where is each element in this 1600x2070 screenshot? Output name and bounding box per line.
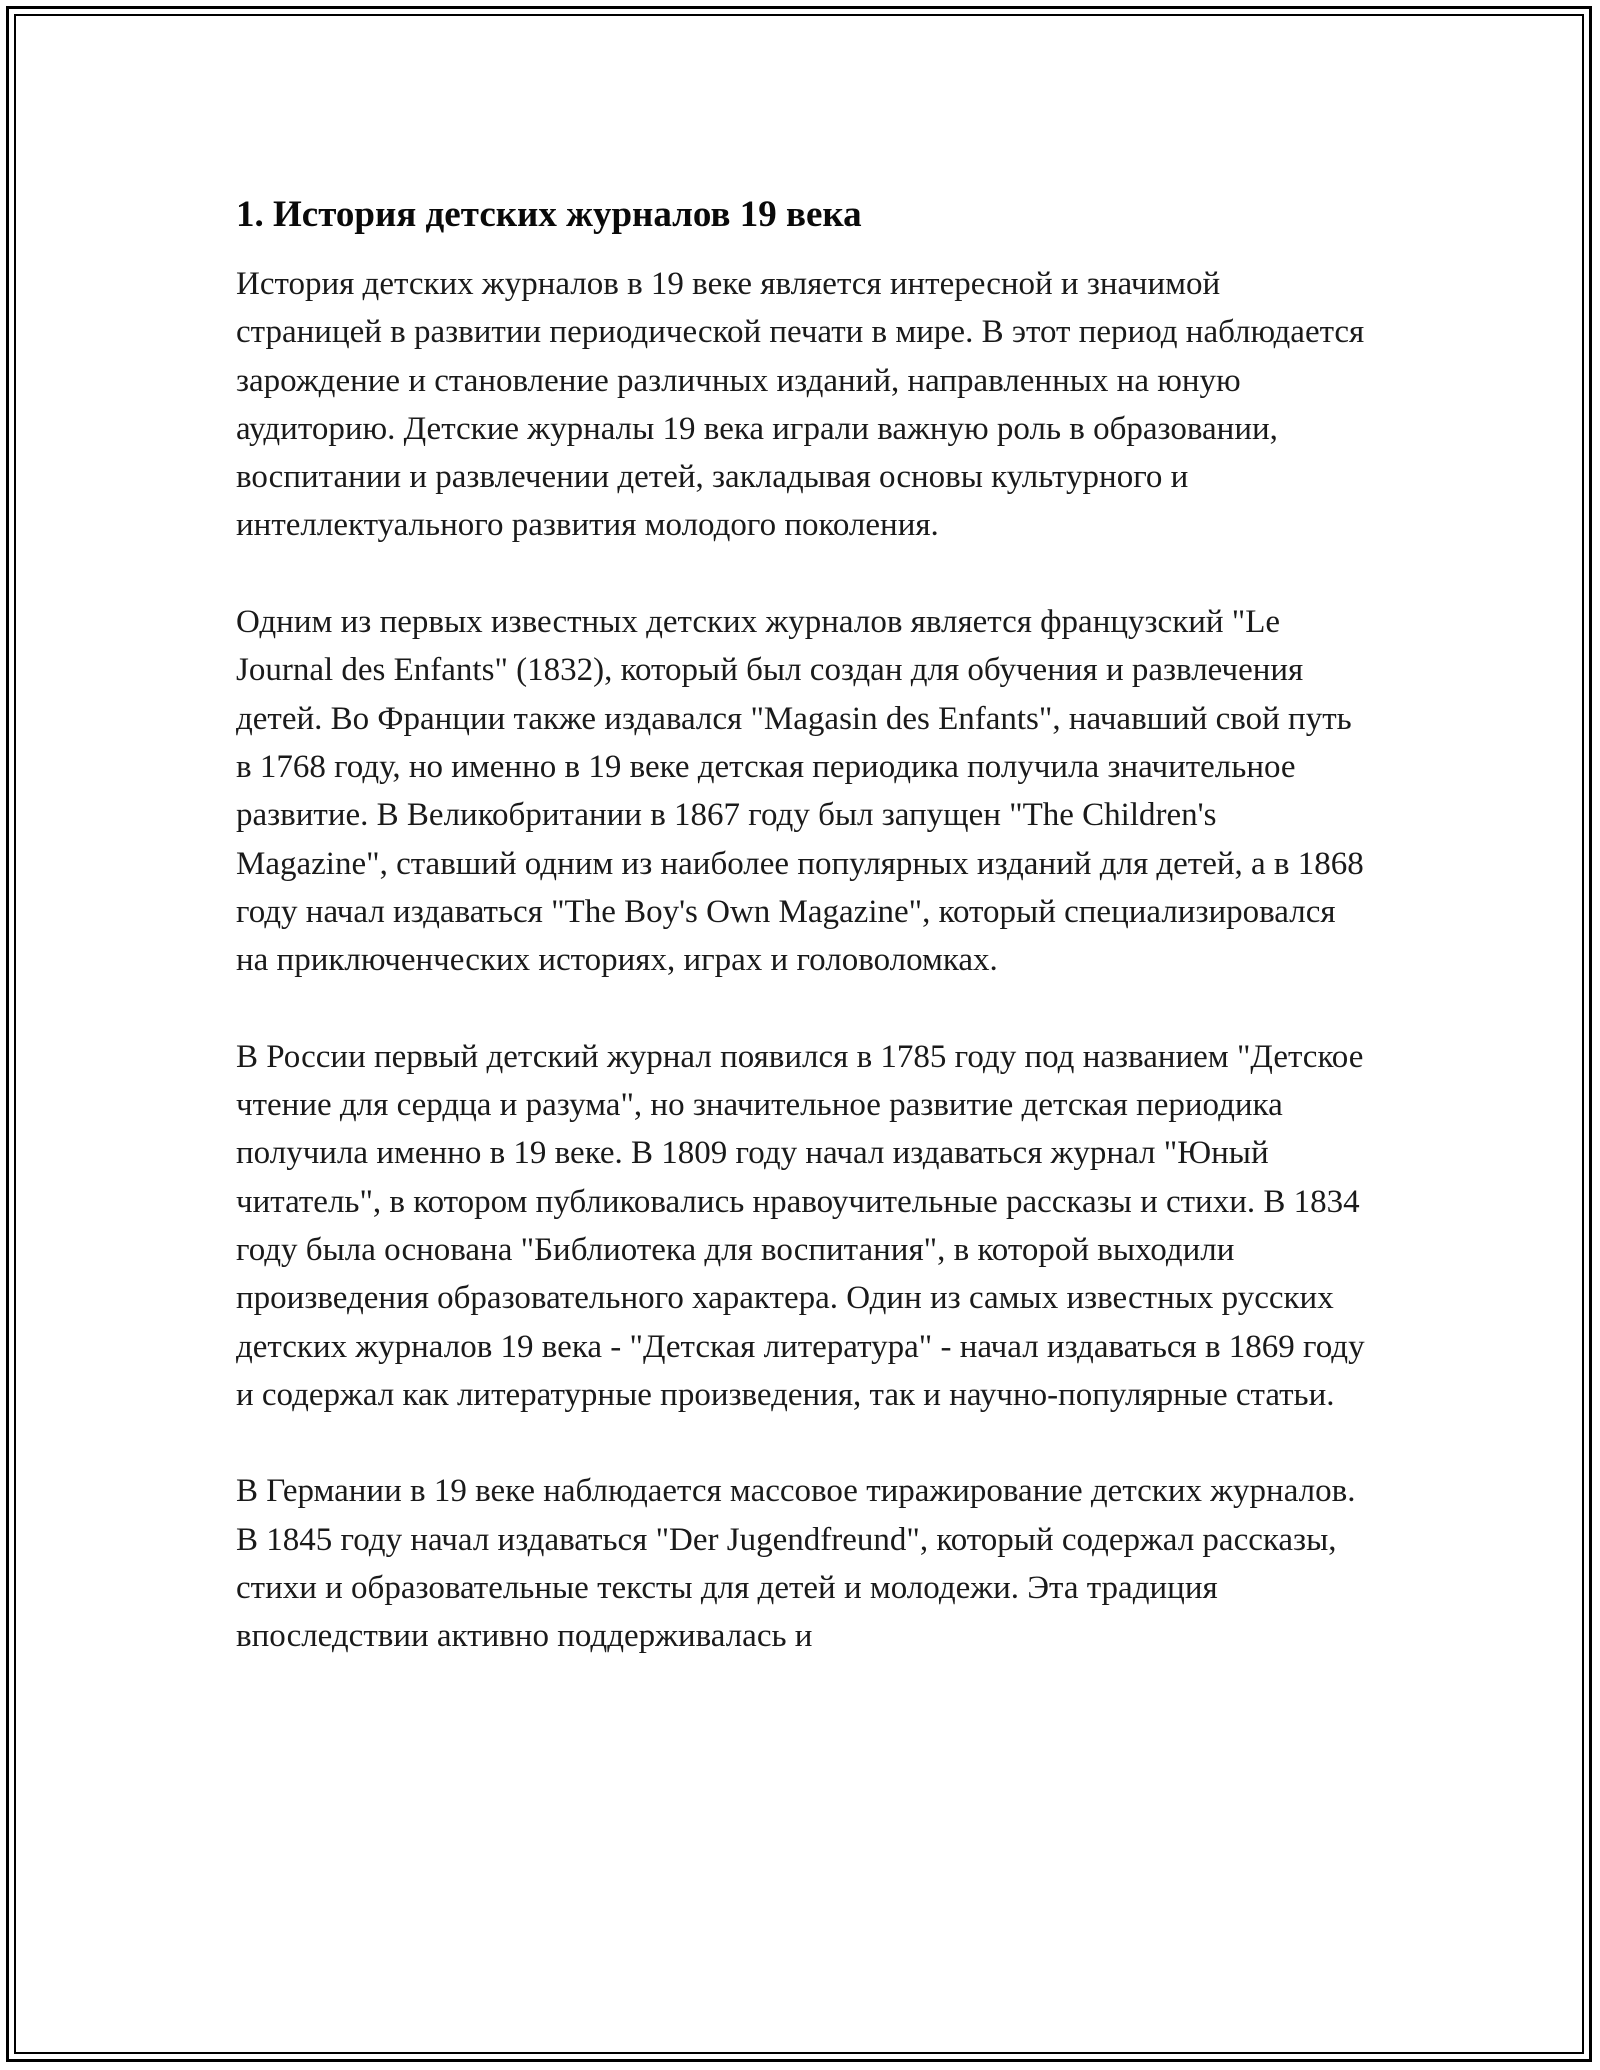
document-body [236, 180, 1366, 1709]
paragraph-germany: В Германии в 19 веке наблюдается массовое тиражирование детских журналов. В 1845 году начал издаваться "Der Jugendfreund", который содержал рассказы, стихи и образовательные тексты для детей и молодежи. Эта традиция впоследствии активно поддерживалась и [236, 1473, 1356, 1655]
paragraph-france-britain: Одним из первых известных детских журналов является французский "Le Journal des Enfants" (1832), который был создан для обучения и развлечения детей. Во Франции также издавался "Magasin des Enfants", начавший свой путь в 1768 году, но именно в 19 веке детская периодика получила значительное развитие. В Великобритании в 1867 году был запущен "The Children's Magazine", ставший одним из наиболее популярных изданий для детей, а в 1868 году начал издаваться "The Boy's Own Magazine", который специализировался на приключенческих историях, играх и головоломках. [236, 604, 1364, 979]
paragraph-intro: История детских журналов в 19 веке является интересной и значимой страницей в развитии периодической печати в мире. В этот период наблюдается зарождение и становление различных изданий, направленных на юную аудиторию. Детские журналы 19 века играли важную роль в образовании, воспитании и развлечении детей, закладывая основы культурного и интеллектуального развития молодого поколения. [236, 266, 1365, 544]
section-heading: 1. История детских журналов 19 века [236, 194, 862, 235]
paragraph-russia: В России первый детский журнал появился в 1785 году под названием "Детское чтение для сердца и разума", но значительное развитие детская периодика получила именно в 19 веке. В 1809 году начал издаваться журнал "Юный читатель", в котором публиковались нравоучительные рассказы и стихи. В 1834 году была основана "Библиотека для воспитания", в которой выходили произведения образовательного характера. Один из самых известных русских детских журналов 19 века - "Детская литература" - начал издаваться в 1869 году и содержал как литературные произведения, так и научно-популярные статьи. [236, 1038, 1365, 1413]
